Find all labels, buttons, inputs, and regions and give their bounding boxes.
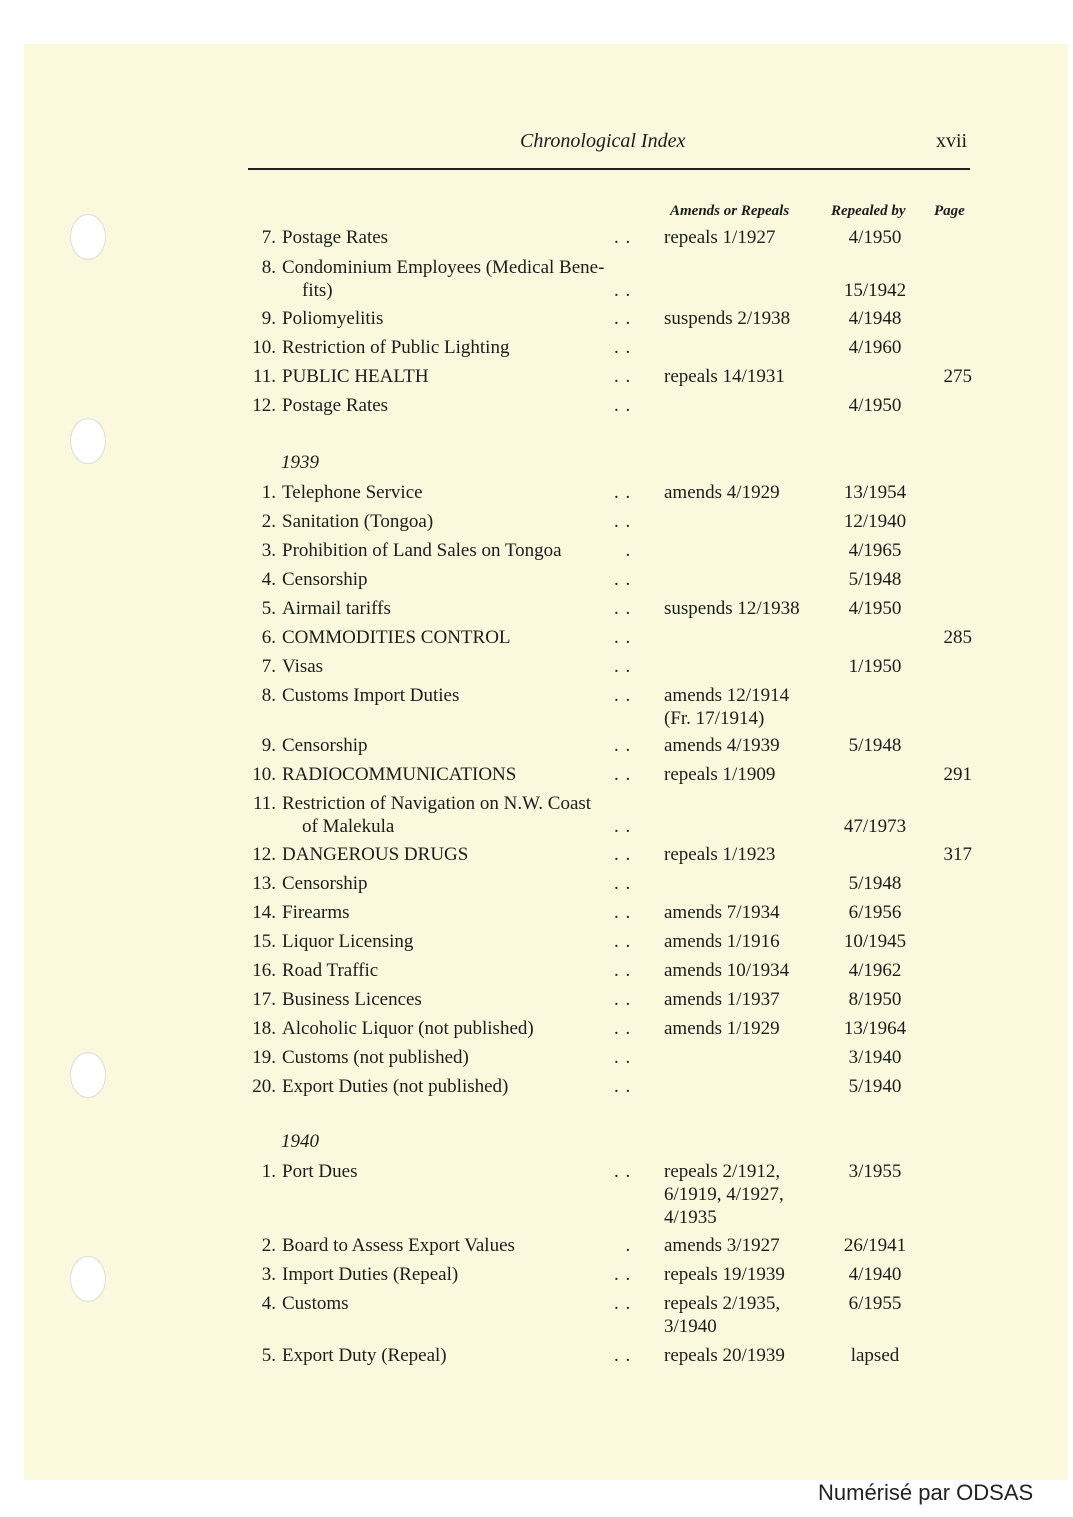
punch-hole xyxy=(70,214,106,260)
entry-title-line: Condominium Employees (Medical Bene- xyxy=(282,257,605,278)
leader-dots: . . xyxy=(614,280,632,301)
entry-title: Firearms xyxy=(282,902,350,923)
entry-amends: amends 4/1939 xyxy=(664,735,780,756)
entry-number: 1. xyxy=(261,1161,276,1182)
leader-dots: . xyxy=(614,540,632,561)
entry-number: 3. xyxy=(261,1264,276,1285)
entry-amends: suspends 2/1938 xyxy=(664,308,791,329)
punch-hole xyxy=(70,1256,106,1302)
entry-number: 13. xyxy=(252,873,276,894)
entry-number: 4. xyxy=(261,569,276,590)
entry-title: Telephone Service xyxy=(282,482,423,503)
entry-repealed-by: 5/1948 xyxy=(848,735,902,756)
entry-amends xyxy=(664,684,824,730)
column-header-page: Page xyxy=(934,203,965,219)
entry-repealed-by: 13/1964 xyxy=(843,1018,907,1039)
entry-repealed-by: 4/1950 xyxy=(848,227,902,248)
entry-number: 14. xyxy=(252,902,276,923)
leader-dots: . . xyxy=(614,1264,632,1285)
leader-dots: . . xyxy=(614,598,632,619)
entry-page: 275 xyxy=(943,366,972,387)
entry-title: Airmail tariffs xyxy=(282,598,391,619)
entry-repealed-by: 1/1950 xyxy=(848,656,902,677)
entry-repealed-by: 8/1950 xyxy=(848,989,902,1010)
entry-number: 11. xyxy=(252,366,276,387)
entry-title: Postage Rates xyxy=(282,227,389,248)
leader-dots: . . xyxy=(614,735,632,756)
year-heading: 1939 xyxy=(281,452,319,473)
leader-dots: . . xyxy=(614,764,632,785)
entry-number: 10. xyxy=(252,337,276,358)
entry-number: 8. xyxy=(261,257,276,278)
entry-number: 1. xyxy=(261,482,276,503)
entry-number: 7. xyxy=(261,656,276,677)
entry-repealed-by: 5/1948 xyxy=(848,873,902,894)
entry-number: 9. xyxy=(261,308,276,329)
column-header-repealed-by: Repealed by xyxy=(831,203,906,219)
leader-dots: . . xyxy=(614,873,632,894)
entry-number: 5. xyxy=(261,1345,276,1366)
entry-title-line: Restriction of Navigation on N.W. Coast xyxy=(282,793,592,814)
entry-repealed-by: lapsed xyxy=(850,1345,900,1366)
punch-hole xyxy=(70,1052,106,1098)
entry-title: Customs xyxy=(282,1293,349,1314)
entry-title: Censorship xyxy=(282,873,368,894)
entry-number: 3. xyxy=(261,540,276,561)
entry-title xyxy=(282,256,646,302)
entry-page: 291 xyxy=(943,764,972,785)
entry-repealed-by: 4/1950 xyxy=(848,598,902,619)
entry-title: Road Traffic xyxy=(282,960,379,981)
leader-dots: . . xyxy=(614,1018,632,1039)
leader-dots: . . xyxy=(614,395,632,416)
entry-page: 285 xyxy=(943,627,972,648)
entry-title: Censorship xyxy=(282,735,368,756)
entry-number: 4. xyxy=(261,1293,276,1314)
entry-number: 12. xyxy=(252,395,276,416)
entry-title: Port Dues xyxy=(282,1161,358,1182)
entry-repealed-by: 3/1955 xyxy=(848,1161,902,1182)
leader-dots: . . xyxy=(614,960,632,981)
entry-repealed-by: 13/1954 xyxy=(843,482,907,503)
entry-amends: repeals 14/1931 xyxy=(664,366,785,387)
entry-title: Sanitation (Tongoa) xyxy=(282,511,434,532)
entry-amends-line: repeals 2/1935, xyxy=(664,1293,781,1314)
entry-title: Export Duties (not published) xyxy=(282,1076,509,1097)
entry-title: Board to Assess Export Values xyxy=(282,1235,515,1256)
leader-dots: . xyxy=(614,1235,632,1256)
entry-repealed-by: 3/1940 xyxy=(848,1047,902,1068)
entry-title: Export Duty (Repeal) xyxy=(282,1345,447,1366)
entry-title: Visas xyxy=(282,656,324,677)
leader-dots: . . xyxy=(614,1345,632,1366)
entry-amends: suspends 12/1938 xyxy=(664,598,800,619)
entry-amends-line: repeals 2/1912, xyxy=(664,1161,781,1182)
entry-title-continued: fits) xyxy=(302,280,333,301)
leader-dots: . . xyxy=(614,511,632,532)
column-header-amends: Amends or Repeals xyxy=(670,203,790,219)
entry-repealed-by: 4/1950 xyxy=(848,395,902,416)
entry-repealed-by: 5/1948 xyxy=(848,569,902,590)
entry-amends: repeals 1/1927 xyxy=(664,227,776,248)
leader-dots: . . xyxy=(614,902,632,923)
leader-dots: . . xyxy=(614,308,632,329)
leader-dots: . . xyxy=(614,1047,632,1068)
entry-amends xyxy=(664,1160,824,1229)
leader-dots: . . xyxy=(614,627,632,648)
entry-title: COMMODITIES CONTROL xyxy=(282,627,511,648)
entry-repealed-by: 4/1948 xyxy=(848,308,902,329)
leader-dots: . . xyxy=(614,816,632,837)
leader-dots: . . xyxy=(614,844,632,865)
leader-dots: . . xyxy=(614,337,632,358)
entry-amends: amends 7/1934 xyxy=(664,902,780,923)
entry-number: 2. xyxy=(261,511,276,532)
entry-title: Customs Import Duties xyxy=(282,685,460,706)
entry-repealed-by: 4/1962 xyxy=(848,960,902,981)
entry-number: 18. xyxy=(252,1018,276,1039)
entry-title: Postage Rates xyxy=(282,395,389,416)
leader-dots: . . xyxy=(614,569,632,590)
entry-repealed-by: 4/1965 xyxy=(848,540,902,561)
entry-repealed-by: 4/1940 xyxy=(848,1264,902,1285)
year-heading: 1940 xyxy=(281,1131,319,1152)
leader-dots: . . xyxy=(614,1076,632,1097)
entry-number: 7. xyxy=(261,227,276,248)
entry-number: 5. xyxy=(261,598,276,619)
entry-title: PUBLIC HEALTH xyxy=(282,366,429,387)
leader-dots: . . xyxy=(614,989,632,1010)
entry-amends: repeals 1/1923 xyxy=(664,844,776,865)
entry-amends: amends 4/1929 xyxy=(664,482,780,503)
leader-dots: . . xyxy=(614,931,632,952)
entry-amends: amends 1/1929 xyxy=(664,1018,780,1039)
entry-title: Poliomyelitis xyxy=(282,308,384,329)
entry-number: 17. xyxy=(252,989,276,1010)
entry-amends: repeals 19/1939 xyxy=(664,1264,785,1285)
entry-repealed-by: 26/1941 xyxy=(843,1235,907,1256)
entry-title-continued: of Malekula xyxy=(302,816,395,837)
entry-number: 12. xyxy=(252,844,276,865)
entry-number: 16. xyxy=(252,960,276,981)
entry-number: 19. xyxy=(252,1047,276,1068)
entry-title: Import Duties (Repeal) xyxy=(282,1264,459,1285)
entry-title: Censorship xyxy=(282,569,368,590)
entry-amends: amends 10/1934 xyxy=(664,960,790,981)
entry-repealed-by: 10/1945 xyxy=(843,931,907,952)
entry-number: 6. xyxy=(261,627,276,648)
entry-number: 8. xyxy=(261,685,276,706)
entry-number: 9. xyxy=(261,735,276,756)
entry-repealed-by: 6/1955 xyxy=(848,1293,902,1314)
entry-number: 20. xyxy=(252,1076,276,1097)
digitization-credit: Numérisé par ODSAS xyxy=(818,1480,1034,1505)
header-rule xyxy=(248,168,970,170)
entry-amends-line: (Fr. 17/1914) xyxy=(664,708,765,729)
leader-dots: . . xyxy=(614,656,632,677)
entry-repealed-by: 6/1956 xyxy=(848,902,902,923)
leader-dots: . . xyxy=(614,1293,632,1314)
page-number: xvii xyxy=(936,130,968,152)
entry-amends: repeals 1/1909 xyxy=(664,764,776,785)
entry-title xyxy=(282,792,646,838)
entry-repealed-by: 4/1960 xyxy=(848,337,902,358)
entry-number: 15. xyxy=(252,931,276,952)
entry-title: RADIOCOMMUNICATIONS xyxy=(282,764,517,785)
entry-repealed-by: 15/1942 xyxy=(843,280,907,301)
entry-page: 317 xyxy=(943,844,972,865)
entry-title: DANGEROUS DRUGS xyxy=(282,844,469,865)
entry-title: Restriction of Public Lighting xyxy=(282,337,510,358)
leader-dots: . . xyxy=(614,685,632,706)
entry-amends-line: 3/1940 xyxy=(664,1316,717,1337)
entry-title: Business Licences xyxy=(282,989,422,1010)
entry-title: Customs (not published) xyxy=(282,1047,469,1068)
entry-number: 10. xyxy=(252,764,276,785)
entry-repealed-by: 12/1940 xyxy=(843,511,907,532)
entry-repealed-by: 5/1940 xyxy=(848,1076,902,1097)
entry-amends-line: amends 12/1914 xyxy=(664,685,790,706)
leader-dots: . . xyxy=(614,227,632,248)
entry-title: Liquor Licensing xyxy=(282,931,414,952)
entry-title: Alcoholic Liquor (not published) xyxy=(282,1018,534,1039)
entry-number: 11. xyxy=(252,793,276,814)
entry-amends: amends 1/1937 xyxy=(664,989,780,1010)
entry-amends-line: 6/1919, 4/1927, xyxy=(664,1184,784,1205)
entry-amends xyxy=(664,1292,824,1338)
leader-dots: . . xyxy=(614,366,632,387)
entry-amends: amends 3/1927 xyxy=(664,1235,780,1256)
entry-amends: amends 1/1916 xyxy=(664,931,780,952)
running-title: Chronological Index xyxy=(520,130,686,152)
leader-dots: . . xyxy=(614,1161,632,1182)
leader-dots: . . xyxy=(614,482,632,503)
entry-title: Prohibition of Land Sales on Tongoa xyxy=(282,540,562,561)
entry-amends-line: 4/1935 xyxy=(664,1207,717,1228)
entry-amends: repeals 20/1939 xyxy=(664,1345,785,1366)
entry-number: 2. xyxy=(261,1235,276,1256)
entry-repealed-by: 47/1973 xyxy=(843,816,907,837)
punch-hole xyxy=(70,418,106,464)
